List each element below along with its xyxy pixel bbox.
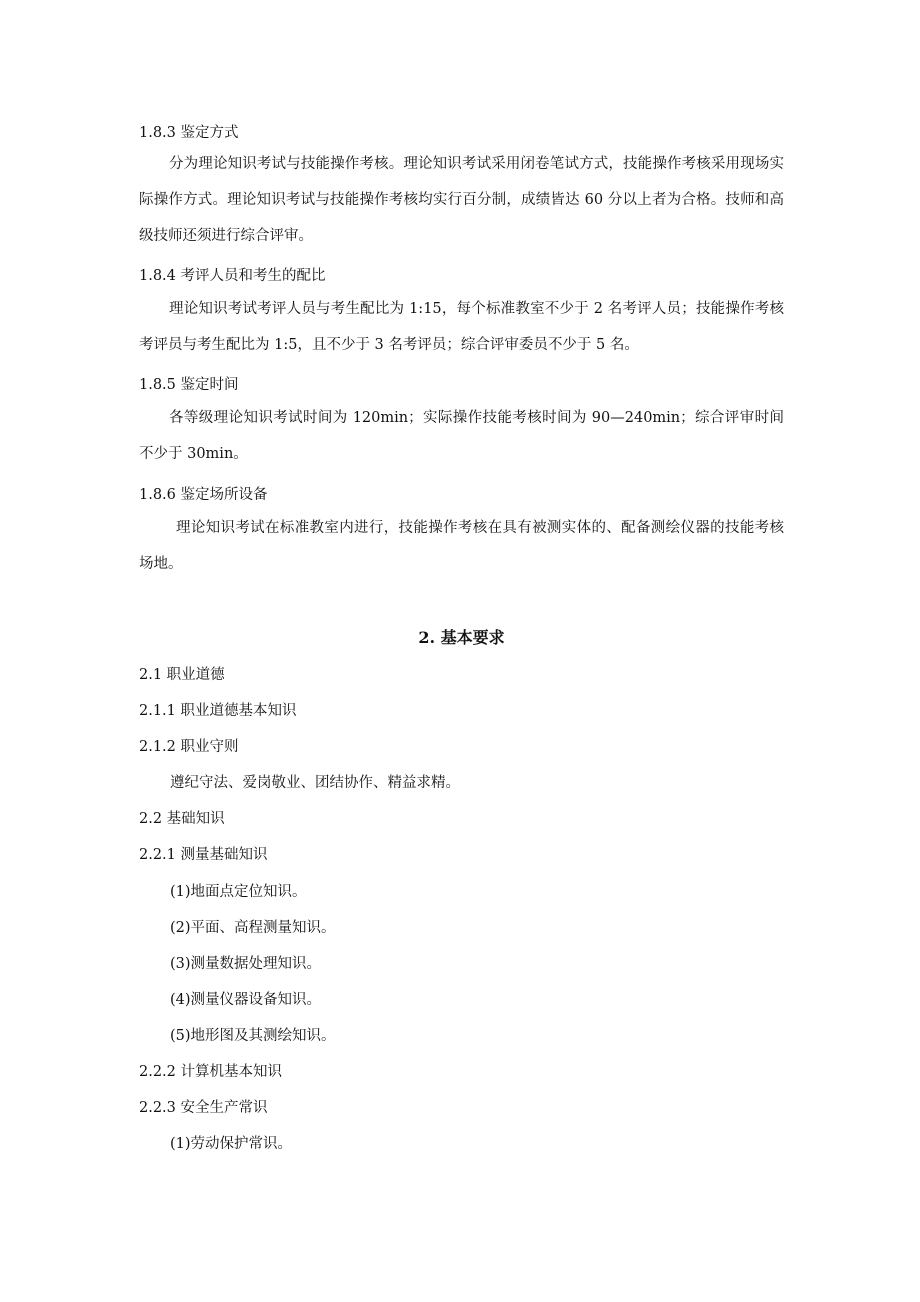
heading-2-1-2: 2.1.2 职业守则 <box>139 739 239 755</box>
heading-2-2-2: 2.2.2 计算机基本知识 <box>139 1064 283 1080</box>
heading-1-8-3: 1.8.3 鉴定方式 <box>139 125 239 141</box>
heading-1-8-4: 1.8.4 考评人员和考生的配比 <box>139 268 326 284</box>
paragraph-1-8-5: 各等级理论知识考试时间为 120min；实际操作技能考核时间为 90—240min；综合评审时间不少于 30min。 <box>139 410 784 462</box>
paragraph-1-8-4: 理论知识考试考评人员与考生配比为 1:15，每个标准教室不少于 2 名考评人员；技能操作考核考评员与考生配比为 1:5，且不少于 3 名考评员；综合评审委员不少于 5 名。 <box>139 301 784 353</box>
list-item: (4)测量仪器设备知识。 <box>170 992 322 1008</box>
heading-2-2-3: 2.2.3 安全生产常识 <box>139 1100 268 1116</box>
paragraph-1-8-3: 分为理论知识考试与技能操作考核。理论知识考试采用闭卷笔试方式，技能操作考核采用现场实际操作方式。理论知识考试与技能操作考核均实行百分制，成绩皆达 60 分以上者为合格。技师和高级技师还须进行综合评审。 <box>139 156 784 244</box>
heading-2-2-1: 2.2.1 测量基础知识 <box>139 847 268 863</box>
chapter-2-title: 2. 基本要求 <box>418 628 505 647</box>
heading-2-1: 2.1 职业道德 <box>139 667 225 683</box>
heading-2-1-1: 2.1.1 职业道德基本知识 <box>139 703 297 719</box>
list-item: (2)平面、高程测量知识。 <box>170 920 336 936</box>
heading-1-8-5: 1.8.5 鉴定时间 <box>139 377 239 393</box>
list-item: (3)测量数据处理知识。 <box>170 956 322 972</box>
heading-1-8-6: 1.8.6 鉴定场所设备 <box>139 487 268 503</box>
list-item: (1)地面点定位知识。 <box>170 884 307 900</box>
list-item: (1)劳动保护常识。 <box>170 1136 293 1152</box>
paragraph-1-8-6: 理论知识考试在标准教室内进行，技能操作考核在具有被测实体的、配备测绘仪器的技能考核场地。 <box>139 520 784 572</box>
list-item: (5)地形图及其测绘知识。 <box>170 1028 336 1044</box>
paragraph-2-1-2: 遵纪守法、爱岗敬业、团结协作、精益求精。 <box>170 775 460 791</box>
heading-2-2: 2.2 基础知识 <box>139 811 225 827</box>
